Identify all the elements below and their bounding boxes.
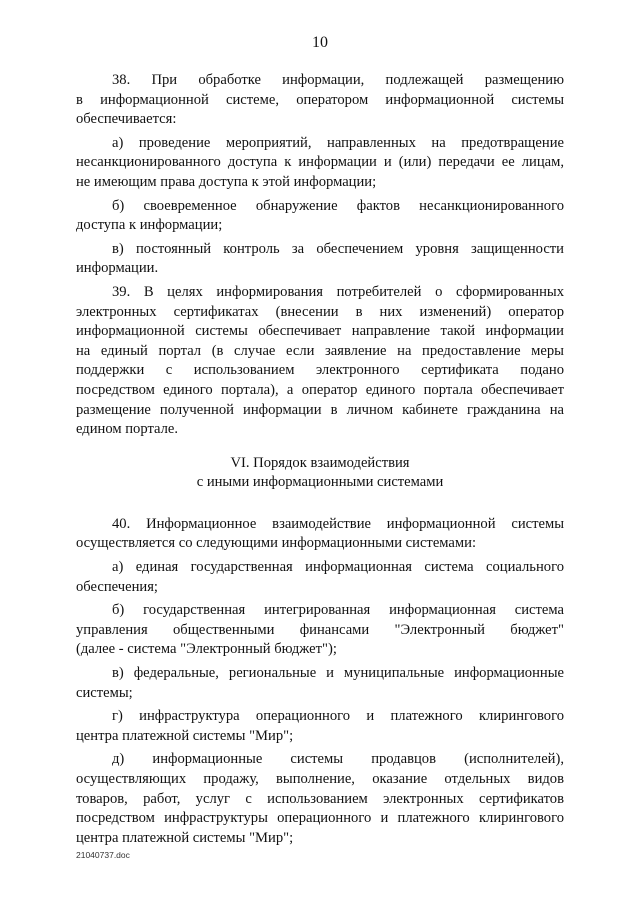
text-line: (далее - система "Электронный бюджет"); <box>76 641 337 658</box>
text-line: не имеющим права доступа к этой информации; <box>76 173 377 190</box>
text-line: управления общественными финансами "Электронный бюджет" <box>76 621 564 638</box>
document-body <box>76 71 564 852</box>
paragraph-38-v <box>76 240 564 279</box>
text-line: б) государственная интегрированная информационная система <box>112 602 564 619</box>
text-line: а) единая государственная информационная система социального <box>112 559 564 576</box>
text-line: поддержки с использованием электронного сертификата подано <box>76 362 564 379</box>
paragraph-40-b <box>76 601 564 660</box>
text-line: доступа к информации; <box>76 217 223 234</box>
text-line: в) постоянный контроль за обеспечением уровня защищенности <box>112 240 564 257</box>
text-line: центра платежной системы "Мир"; <box>76 727 294 744</box>
text-line: б) своевременное обнаружение фактов несанкционированного <box>112 197 564 214</box>
text-line: электронных сертификатах (внесении в них изменений) оператор <box>76 303 564 320</box>
text-line: 39. В целях информирования потребителей о сформированных <box>112 283 564 300</box>
text-line: системы; <box>76 684 133 701</box>
text-line: товаров, работ, услуг с использованием электронных сертификатов <box>76 790 564 807</box>
section-heading <box>76 454 564 493</box>
text-line: в) федеральные, региональные и муниципальные информационные <box>112 665 564 682</box>
text-line: осуществляющих продажу, выполнение, оказание отдельных видов <box>76 771 564 787</box>
paragraph-38 <box>76 71 564 130</box>
section-heading-line-1: VI. Порядок взаимодействия <box>230 454 410 471</box>
text-line: информации. <box>76 260 159 277</box>
paragraph-38-a <box>76 134 564 193</box>
text-line: центра платежной системы "Мир"; <box>76 829 294 846</box>
footer-filename: 21040737.doc <box>76 850 130 860</box>
text-line: едином портале. <box>76 421 179 438</box>
text-line: посредством единого портала), а оператор единого портала обеспечивает <box>76 381 564 398</box>
text-line: г) инфраструктура операционного и платежного клирингового <box>112 708 564 725</box>
text-line: на единый портал (в случае если заявление на предоставление меры <box>76 342 564 359</box>
text-line: а) проведение мероприятий, направленных на предотвращение <box>112 134 564 151</box>
text-line: осуществляется со следующими информационными системами: <box>76 535 477 552</box>
paragraph-40 <box>76 515 564 554</box>
paragraph-39 <box>76 283 564 440</box>
page-number: 10 <box>312 34 328 51</box>
paragraph-40-a <box>76 558 564 597</box>
text-line: в информационной системе, оператором информационной системы <box>76 91 564 108</box>
text-line: 38. При обработке информации, подлежащей размещению <box>112 72 564 88</box>
paragraph-40-v <box>76 664 564 703</box>
section-heading-line-2: с иными информационными системами <box>196 474 444 491</box>
paragraph-38-b <box>76 197 564 236</box>
text-line: информационной системы обеспечивает направление такой информации <box>76 323 564 340</box>
text-line: обеспечивается: <box>76 111 177 128</box>
paragraph-40-d <box>76 750 564 848</box>
text-line: посредством инфраструктуры операционного и платежного клирингового <box>76 810 564 827</box>
text-line: размещение полученной информации в личном кабинете гражданина на <box>76 401 564 418</box>
text-line: обеспечения; <box>76 578 158 595</box>
text-line: несанкционированного доступа к информации и (или) передачи ее лицам, <box>76 154 564 171</box>
text-line: 40. Информационное взаимодействие информационной системы <box>112 515 564 532</box>
text-line: д) информационные системы продавцов (исполнителей), <box>112 751 564 768</box>
paragraph-40-g <box>76 707 564 746</box>
